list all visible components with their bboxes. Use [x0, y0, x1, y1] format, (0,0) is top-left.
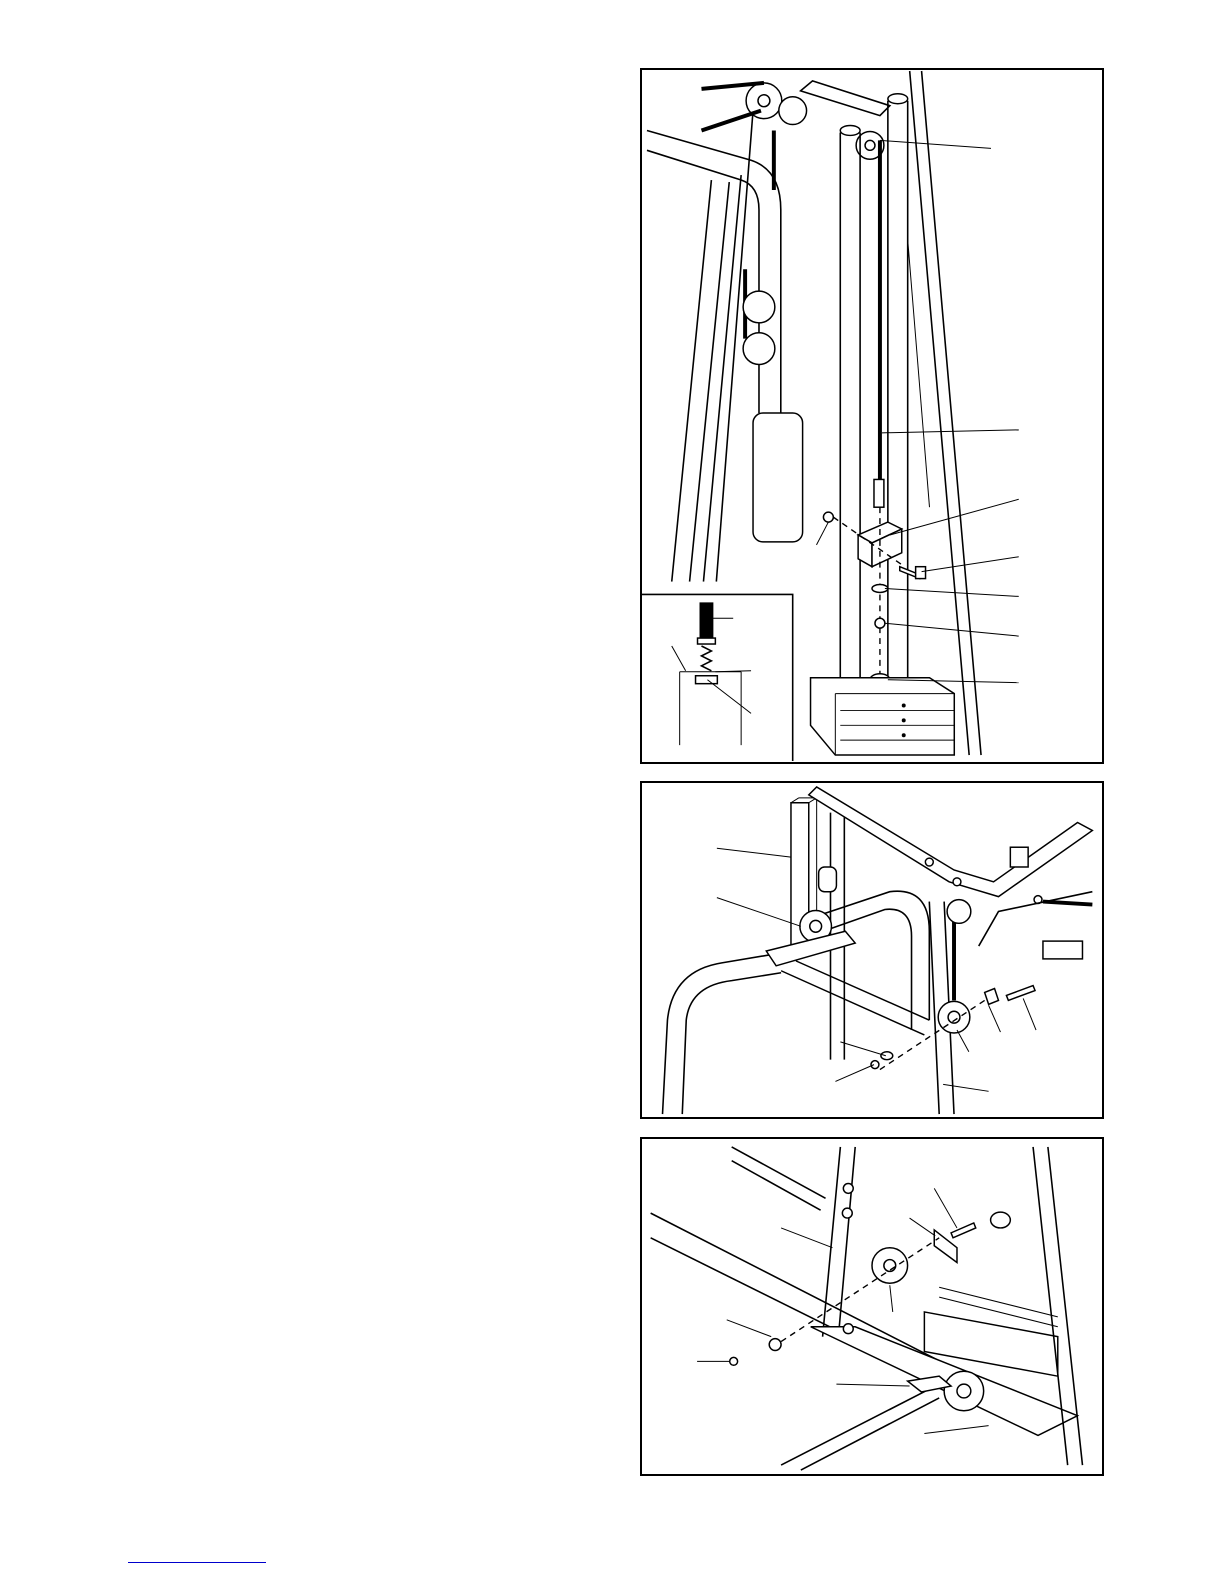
upper-pulley-drawing [642, 783, 1102, 1117]
figure-panel-cable-weight-stack [640, 68, 1104, 764]
figure-panel-upper-pulley [640, 781, 1104, 1119]
footer-link-underline[interactable] [128, 1562, 266, 1563]
cable-weight-stack-drawing [642, 70, 1102, 762]
figure-panel-lower-pulley [640, 1137, 1104, 1476]
lower-pulley-drawing [642, 1139, 1102, 1474]
